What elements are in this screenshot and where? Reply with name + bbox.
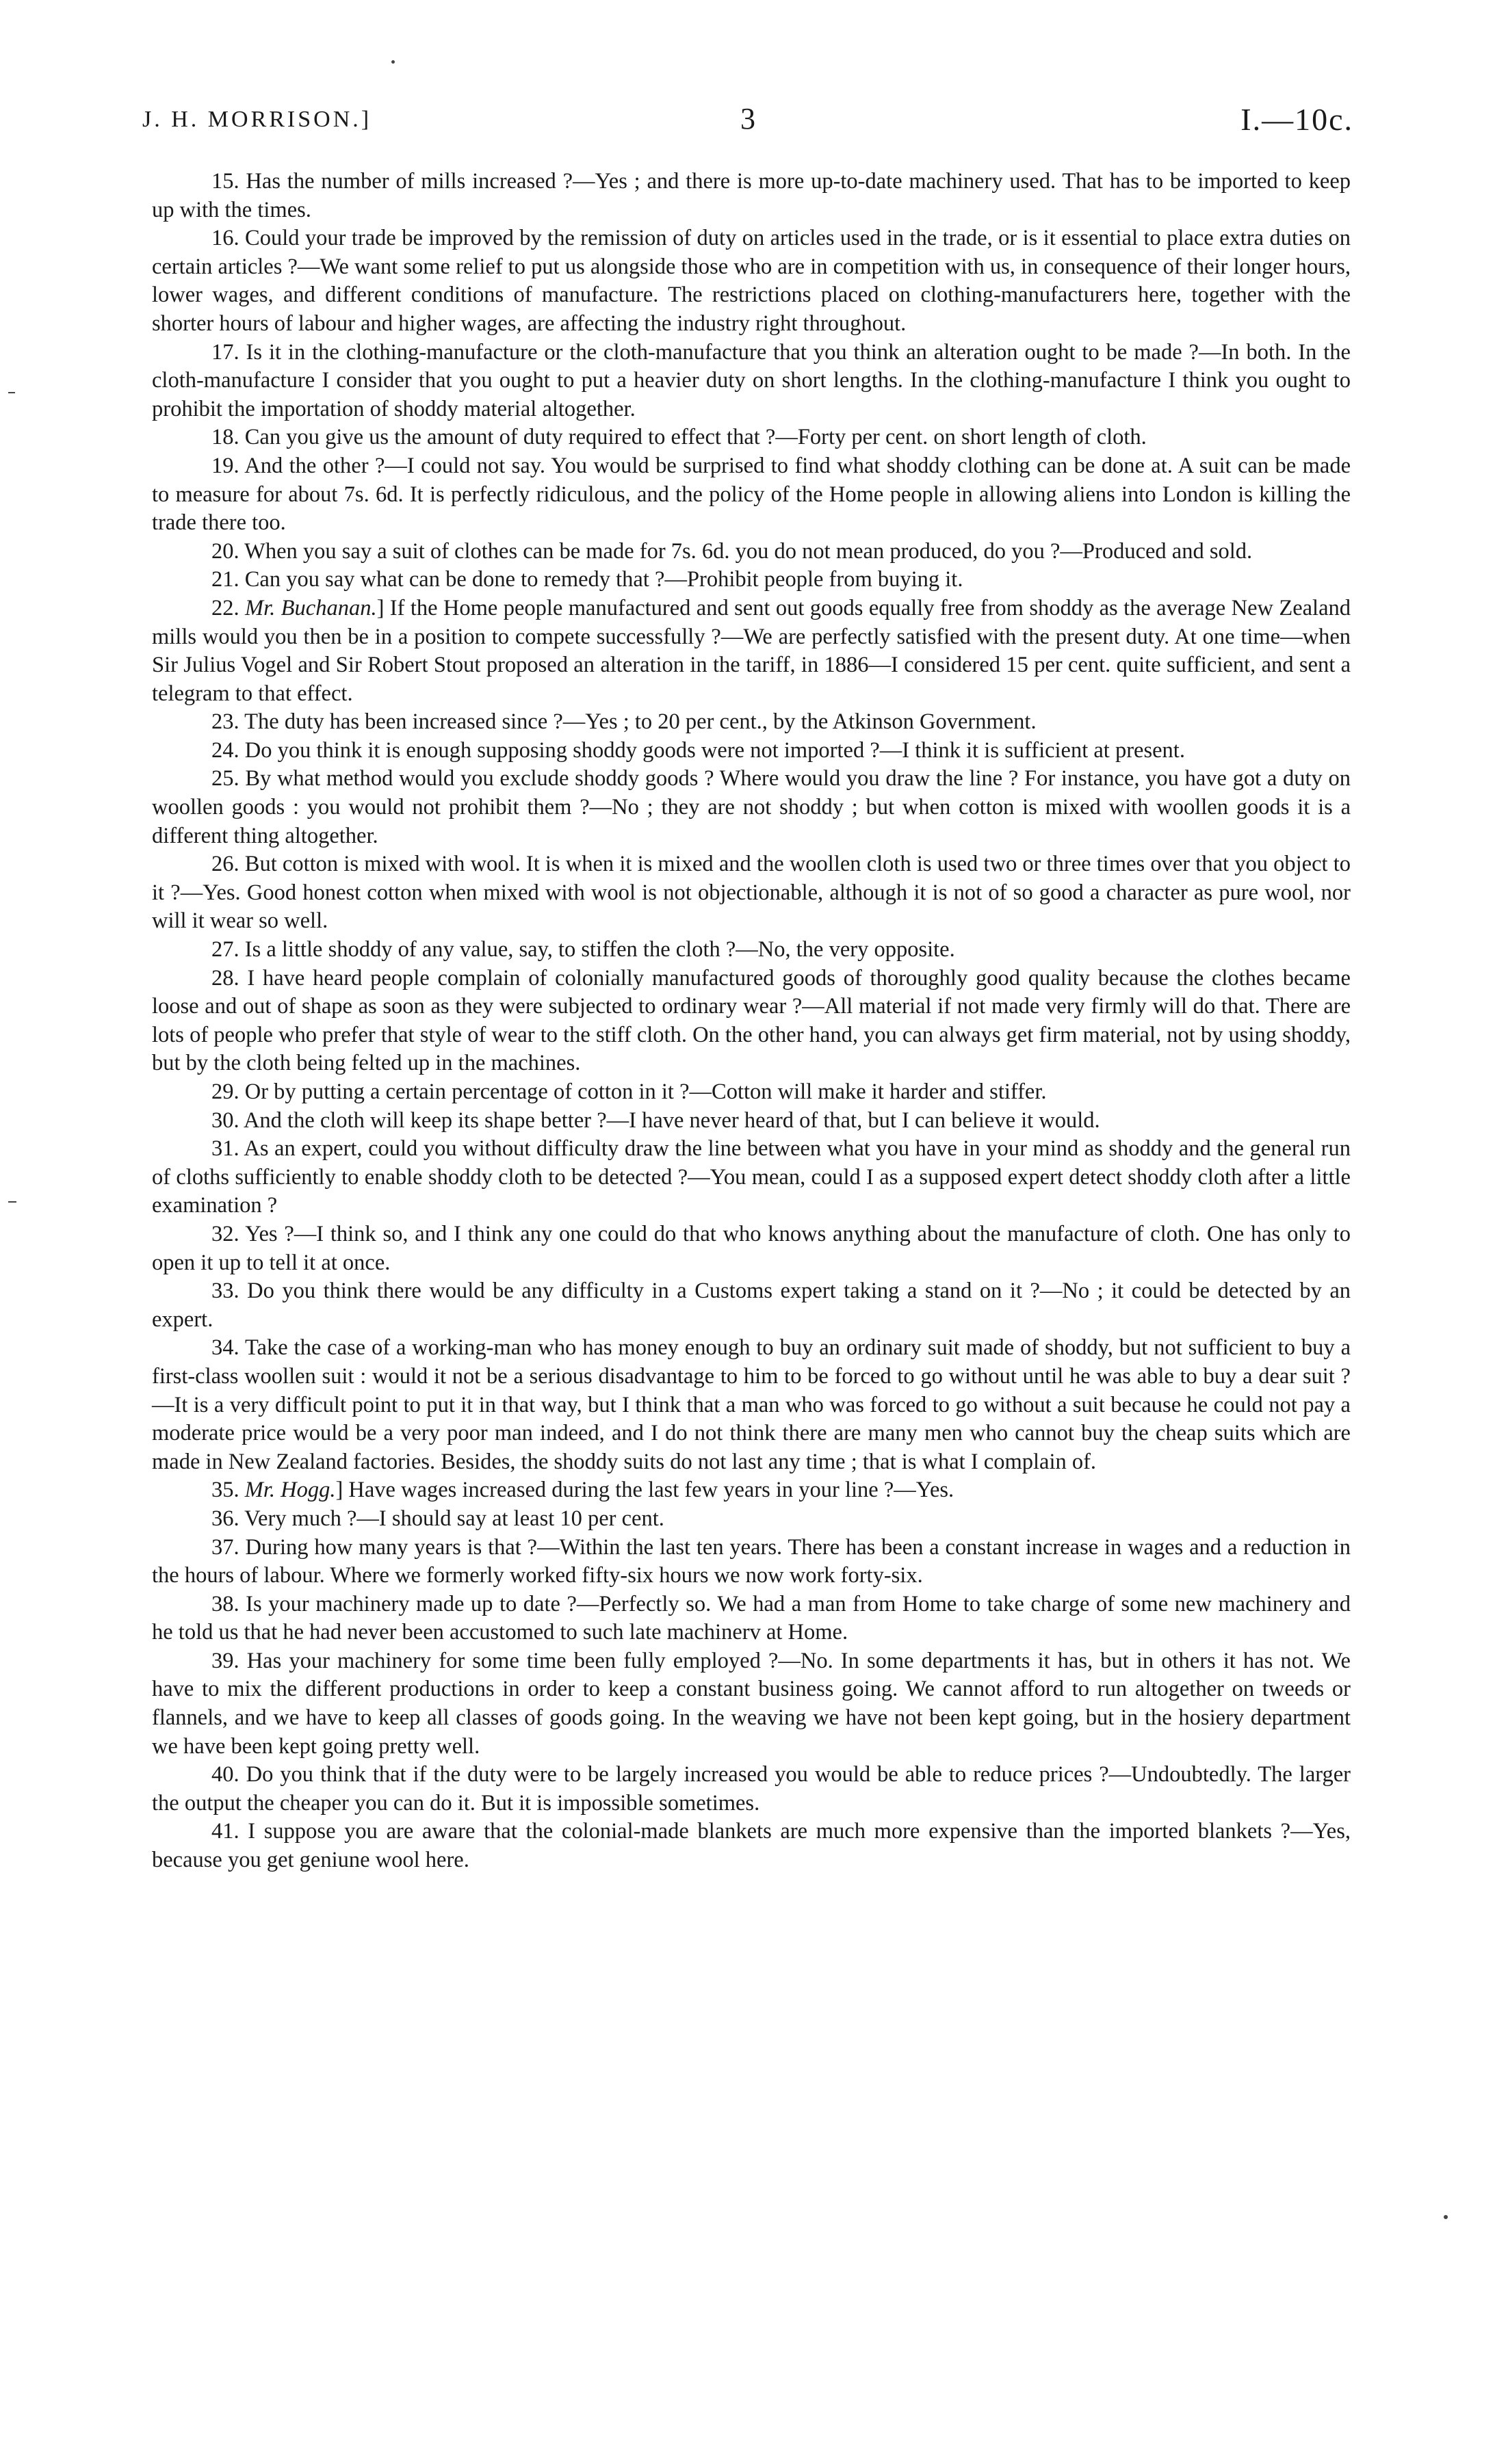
- testimony-paragraph: [152, 423, 1351, 452]
- testimony-body: [152, 168, 1351, 1875]
- testimony-paragraph: [152, 765, 1351, 850]
- testimony-paragraph: [152, 1476, 1351, 1505]
- testimony-paragraph: [152, 1647, 1351, 1761]
- paragraph-text: 38. Is your machinery made up to date ?—Perfectly so. We had a man from Home to take charge of some new machinery and he told us that he had never been accustomed to such late machinerv at Home.: [152, 1591, 1351, 1645]
- testimony-paragraph: [152, 224, 1351, 338]
- header-witness-name: J. H. MORRISON.]: [142, 107, 372, 132]
- paragraph-text: 30. And the cloth will keep its shape better ?—I have never heard of that, but I can believe it would.: [211, 1108, 1100, 1133]
- paragraph-text: 32. Yes ?—I think so, and I think any one could do that who knows anything about the manufacture of cloth. One has only to open it up to tell it at once.: [152, 1221, 1351, 1275]
- page-number: 3: [740, 102, 755, 135]
- testimony-paragraph: [152, 1135, 1351, 1220]
- testimony-paragraph: [152, 1818, 1351, 1874]
- testimony-paragraph: [152, 936, 1351, 965]
- testimony-paragraph: [152, 1505, 1351, 1534]
- testimony-paragraph: [152, 538, 1351, 566]
- paragraph-text: 21. Can you say what can be done to remedy that ?—Prohibit people from buying it.: [211, 567, 963, 592]
- paragraph-text: 17. Is it in the clothing-manufacture or the cloth-manufacture that you think an alteration ought to be made ?—In both. In the cloth-manufacture I consider that you ought to put a heavier duty on short lengths. In the clothing-manufacture I think you ought to prohibit the importation of shoddy material altogether.: [152, 339, 1351, 421]
- testimony-paragraph: [152, 1761, 1351, 1818]
- testimony-paragraph: [152, 1277, 1351, 1334]
- paragraph-text: ] If the Home people manufactured and sent out goods equally free from shoddy as the average New Zealand mills would you then be in a position to compete successfully ?—We are perfectly satisfied with the present duty. At one time—when Sir Julius Vogel and Sir Robert Stout proposed an alteration in the tariff, in 1886—I considered 15 per cent. quite sufficient, and sent a telegram to that effect.: [152, 595, 1351, 706]
- print-speck: [1444, 2215, 1448, 2219]
- testimony-paragraph: [152, 1534, 1351, 1590]
- paragraph-text: 41. I suppose you are aware that the colonial-made blankets are much more expensive than the imported blankets ?—Yes, because you get geniune wool here.: [152, 1819, 1351, 1873]
- paragraph-text: 31. As an expert, could you without difficulty draw the line between what you have in your mind as shoddy and the general run of cloths sufficiently to enable shoddy cloth to be detected ?—You mean, could I as a supposed expert detect shoddy cloth after a little examination ?: [152, 1136, 1351, 1218]
- testimony-paragraph: [152, 594, 1351, 708]
- paragraph-text: 40. Do you think that if the duty were to be largely increased you would be able to reduce prices ?—Undoubtedly. The larger the output the cheaper you can do it. But it is impossible sometimes.: [152, 1762, 1351, 1816]
- paragraph-text: 37. During how many years is that ?—Within the last ten years. There has been a constant increase in wages and a reduction in the hours of labour. Where we formerly worked fifty-six hours we now work forty-six.: [152, 1534, 1351, 1588]
- paragraph-text: 39. Has your machinery for some time been fully employed ?—No. In some departments it has, but in others it has not. We have to mix the different productions in order to keep a constant business going. We cannot afford to run altogether on tweeds or flannels, and we have to keep all classes of goods going. In the weaving we have not been kept going, but in the hosiery department we have been kept going pretty well.: [152, 1648, 1351, 1759]
- paragraph-text: 24. Do you think it is enough supposing shoddy goods were not imported ?—I think it is sufficient at present.: [211, 737, 1185, 763]
- testimony-paragraph: [152, 1590, 1351, 1647]
- paragraph-text: 23. The duty has been increased since ?—Yes ; to 20 per cent., by the Atkinson Government.: [211, 709, 1037, 735]
- testimony-paragraph: [152, 1220, 1351, 1277]
- paragraph-text: 27. Is a little shoddy of any value, say, to stiffen the cloth ?—No, the very opposite.: [211, 937, 955, 962]
- paragraph-text: 15. Has the number of mills increased ?—Yes ; and there is more up-to-date machinery used. That has to be imported to keep up with the times.: [152, 169, 1351, 222]
- paragraph-text: ] Have wages increased during the last few years in your line ?—Yes.: [335, 1478, 954, 1503]
- testimony-paragraph: [152, 1078, 1351, 1107]
- testimony-paragraph: [152, 1107, 1351, 1136]
- speaker-name: Mr. Hogg.: [244, 1478, 336, 1503]
- testimony-paragraph: [152, 452, 1351, 538]
- running-header: [142, 101, 1353, 142]
- paragraph-text: 19. And the other ?—I could not say. You would be surprised to find what shoddy clothing can be done at. A suit can be made to measure for about 7s. 6d. It is perfectly ridiculous, and the policy of the Home people in allowing aliens into London is killing the trade there too.: [152, 453, 1351, 536]
- document-reference: I.—10c.: [1240, 102, 1353, 137]
- question-number: 22.: [211, 595, 239, 620]
- paragraph-text: 25. By what method would you exclude shoddy goods ? Where would you draw the line ? For instance, you have got a duty on woollen goods : you would not prohibit them ?—No ; they are not shoddy ; but when cotton is mixed with woollen goods it is a different thing altogether.: [152, 766, 1351, 848]
- speaker-name: Mr. Buchanan.: [245, 595, 377, 620]
- paragraph-text: 26. But cotton is mixed with wool. It is when it is mixed and the woollen cloth is used two or three times over that you object to it ?—Yes. Good honest cotton when mixed with wool is not objectionable, although it is not of so good a character as pure wool, nor will it wear so well.: [152, 852, 1351, 934]
- margin-tick: [8, 1201, 16, 1203]
- print-speck: [391, 60, 395, 64]
- paragraph-text: 29. Or by putting a certain percentage of cotton in it ?—Cotton will make it harder and stiffer.: [211, 1079, 1047, 1104]
- testimony-paragraph: [152, 708, 1351, 737]
- margin-tick: [8, 392, 15, 393]
- paragraph-text: 18. Can you give us the amount of duty required to effect that ?—Forty per cent. on short length of cloth.: [211, 425, 1147, 450]
- testimony-paragraph: [152, 965, 1351, 1078]
- paragraph-text: 33. Do you think there would be any difficulty in a Customs expert taking a stand on it ?—No ; it could be detected by an expert.: [152, 1279, 1351, 1332]
- testimony-paragraph: [152, 566, 1351, 594]
- testimony-paragraph: [152, 850, 1351, 936]
- question-number: 35.: [211, 1478, 239, 1503]
- testimony-paragraph: [152, 1334, 1351, 1476]
- paragraph-text: 36. Very much ?—I should say at least 10 per cent.: [211, 1506, 664, 1531]
- testimony-paragraph: [152, 737, 1351, 765]
- paragraph-text: 20. When you say a suit of clothes can be made for 7s. 6d. you do not mean produced, do you ?—Produced and sold.: [211, 538, 1253, 564]
- testimony-paragraph: [152, 339, 1351, 424]
- testimony-paragraph: [152, 168, 1351, 224]
- paragraph-text: 16. Could your trade be improved by the remission of duty on articles used in the trade, or is it essential to place extra duties on certain articles ?—We want some relief to put us alongside those who are in competition with us, in consequence of their longer hours, lower wages, and different conditions of manufacture. The restrictions placed on clothing-manufacturers here, together with the shorter hours of labour and higher wages, are affecting the industry right throughout.: [152, 226, 1351, 336]
- paragraph-text: 28. I have heard people complain of colonially manufactured goods of thoroughly good quality because the clothes became loose and out of shape as soon as they were subjected to ordinary wear ?—All material if not made very firmly will do that. There are lots of people who prefer that style of wear to the stiff cloth. On the other hand, you can always get firm material, not by using shoddy, but by the cloth being felted up in the machines.: [152, 965, 1351, 1076]
- paragraph-text: 34. Take the case of a working-man who has money enough to buy an ordinary suit made of shoddy, but not sufficient to buy a first-class woollen suit : would it not be a serious disadvantage to him to be forced to go without until he was able to buy a dear suit ?—It is a very difficult point to put it in that way, but I think that a man who was forced to go without a suit because he could not pay a moderate price would be a very poor man indeed, and I do not think there are many men who cannot buy the cheap suits which are made in New Zealand factories. Besides, the shoddy suits do not last any time ; that is what I complain of.: [152, 1335, 1351, 1474]
